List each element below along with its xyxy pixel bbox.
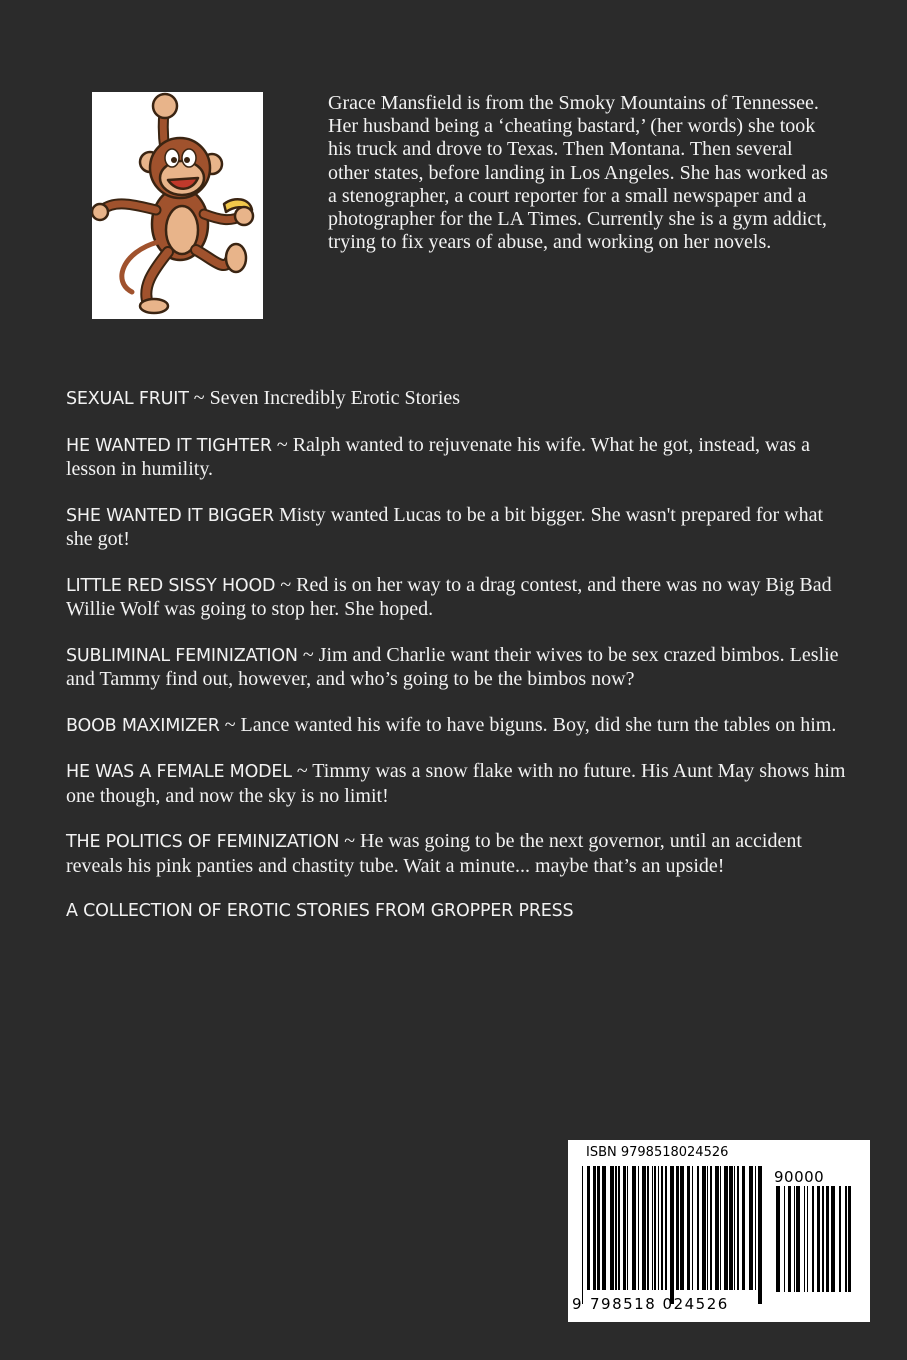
- barcode-bar: [848, 1186, 851, 1292]
- barcode-bar: [724, 1166, 728, 1290]
- barcode-bar: [697, 1166, 699, 1290]
- story-title: SEXUAL FRUIT: [66, 389, 189, 409]
- barcode-bar: [817, 1186, 820, 1292]
- publisher-tagline: A COLLECTION OF EROTIC STORIES FROM GROPPER PRESS: [66, 901, 574, 921]
- barcode-bar: [822, 1186, 824, 1292]
- story-separator: ~: [271, 433, 293, 456]
- story-separator: ~: [297, 643, 319, 666]
- story-item: [66, 574, 846, 622]
- price-barcode-bars: [776, 1186, 852, 1306]
- barcode-bar: [749, 1166, 753, 1290]
- price-code: 90000: [774, 1168, 825, 1186]
- story-separator: ~: [219, 713, 241, 736]
- barcode-bar: [670, 1166, 674, 1304]
- barcode-bar: [784, 1186, 785, 1292]
- story-item: [66, 387, 846, 412]
- story-item: [66, 760, 846, 808]
- barcode-bar: [582, 1166, 583, 1304]
- barcode-bars: [582, 1166, 762, 1304]
- barcode-bar: [831, 1186, 835, 1292]
- story-description: Jim and Charlie want their wives to be sex crazed bimbos. Leslie and Tammy find out, however, and who’s going to be the bimbos now?: [66, 643, 839, 690]
- barcode-bar: [734, 1166, 735, 1290]
- barcode-bar: [742, 1166, 745, 1290]
- story-item: [66, 504, 846, 552]
- barcode-bar: [796, 1186, 800, 1292]
- barcode-bar: [812, 1186, 814, 1292]
- barcode-bar: [692, 1166, 693, 1290]
- barcode-bar: [627, 1166, 628, 1290]
- story-title: HE WAS A FEMALE MODEL: [66, 762, 292, 782]
- barcode-bar: [658, 1166, 659, 1290]
- story-title: BOOB MAXIMIZER: [66, 715, 220, 736]
- barcode-bar: [710, 1166, 712, 1290]
- monkey-cartoon-icon: [92, 92, 263, 319]
- barcode-bar: [687, 1166, 690, 1290]
- story-title: HE WANTED IT TIGHTER: [66, 435, 272, 456]
- barcode-bar: [758, 1166, 762, 1304]
- barcode-bar: [661, 1166, 663, 1290]
- barcode-bar: [788, 1186, 791, 1292]
- story-list: [66, 387, 846, 924]
- barcode-bar: [610, 1166, 614, 1290]
- story-separator: ~: [339, 830, 361, 852]
- story-item: [66, 644, 846, 692]
- barcode-bar: [707, 1166, 708, 1290]
- story-item: [66, 434, 846, 482]
- barcode-bar: [593, 1166, 596, 1290]
- barcode-bar: [638, 1166, 639, 1290]
- barcode-bar: [845, 1186, 847, 1292]
- barcode-bar: [702, 1166, 706, 1290]
- story-description: Timmy was a snow flake with no future. His Aunt May shows him one though, and now the sky is no limit!: [66, 760, 846, 807]
- author-photo: [92, 92, 263, 319]
- barcode-bar: [597, 1166, 600, 1290]
- barcode-bar: [826, 1186, 829, 1292]
- story-description: He was going to be the next governor, until an accident reveals his pink panties and chastity tube. Wait a minute... maybe that’s an upside!: [66, 830, 802, 877]
- story-description: Lance wanted his wife to have biguns. Boy, did she turn the tables on him.: [240, 713, 837, 736]
- story-description: Misty wanted Lucas to be a bit bigger. She wasn't prepared for what she got!: [66, 503, 824, 550]
- barcode-first-digit: 9: [572, 1295, 582, 1313]
- barcode-bar: [676, 1166, 679, 1290]
- isbn-barcode: [568, 1140, 870, 1322]
- barcode-bar: [665, 1166, 667, 1290]
- barcode-digits: 798518 024526: [590, 1295, 729, 1313]
- barcode-bar: [615, 1166, 617, 1290]
- barcode-bar: [839, 1186, 841, 1292]
- story-separator: ~: [291, 760, 313, 782]
- story-title: THE POLITICS OF FEMINIZATION: [66, 832, 340, 852]
- barcode-bar: [755, 1166, 756, 1290]
- story-title: SHE WANTED IT BIGGER: [66, 505, 274, 526]
- barcode-bar: [729, 1166, 733, 1290]
- author-bio: Grace Mansfield is from the Smoky Mountains of Tennessee. Her husband being a ‘cheating bastard,’ (her words) she took his truck and drove to Texas. Then Montana. Then several other states, before landing in Los Angeles. She has worked as a stenographer, a court reporter for a small newspaper and a photographer for the LA Times. Currently she is a gym addict, trying to fix years of abuse, and working on her novels.: [328, 92, 828, 254]
- story-title: SUBLIMINAL FEMINIZATION: [66, 645, 298, 666]
- story-separator: ~: [275, 573, 297, 596]
- story-description: Seven Incredibly Erotic Stories: [209, 387, 461, 409]
- story-item: [66, 714, 846, 739]
- barcode-bar: [623, 1166, 626, 1290]
- barcode-bar: [647, 1166, 649, 1290]
- barcode-main-bars: [582, 1166, 762, 1304]
- story-title: LITTLE RED SISSY HOOD: [66, 575, 276, 596]
- barcode-bar: [652, 1166, 653, 1290]
- barcode-addon-bars: [776, 1186, 852, 1306]
- barcode-bar: [587, 1166, 590, 1290]
- barcode-bar: [804, 1186, 805, 1292]
- barcode-bar: [642, 1166, 646, 1290]
- story-item: [66, 830, 846, 878]
- barcode-bar: [618, 1166, 620, 1290]
- barcode-bar: [680, 1166, 684, 1290]
- barcode-bar: [715, 1166, 719, 1290]
- barcode-bar: [632, 1166, 636, 1290]
- barcode-bar: [654, 1166, 656, 1290]
- story-separator: ~: [188, 387, 210, 409]
- barcode-bar: [776, 1186, 780, 1292]
- barcode-bar: [737, 1166, 739, 1290]
- barcode-bar: [720, 1166, 721, 1290]
- barcode-bar: [794, 1186, 795, 1292]
- story-description: Red is on her way to a drag contest, and there was no way Big Bad Willie Wolf was going to stop her. She hoped.: [66, 573, 832, 620]
- barcode-bar: [602, 1166, 606, 1290]
- story-description: Ralph wanted to rejuvenate his wife. What he got, instead, was a lesson in humility.: [66, 433, 810, 480]
- isbn-label: ISBN 9798518024526: [586, 1145, 729, 1160]
- barcode-bar: [807, 1186, 808, 1292]
